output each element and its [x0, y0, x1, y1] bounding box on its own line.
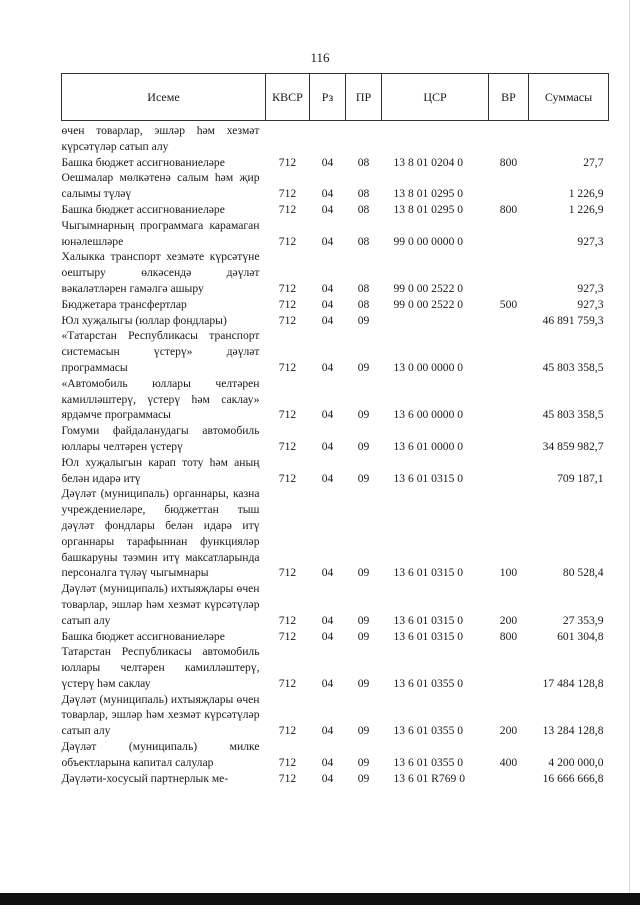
budget-table-container	[61, 73, 608, 786]
cell-vr	[489, 376, 529, 423]
table-row	[62, 771, 609, 787]
cell-pr: 09	[357, 629, 370, 643]
cell-csr: 13 6 01 R769 0	[393, 771, 465, 785]
cell-csr: 13 6 01 0315 0	[393, 566, 464, 580]
column-header-name: Исеме	[62, 74, 266, 121]
table-row	[62, 644, 609, 691]
cell-pr: 08	[357, 281, 370, 295]
cell-csr: 13 6 00 0000 0	[393, 408, 464, 422]
cell-pr: 09	[357, 408, 370, 422]
cell-rz: 04	[321, 629, 334, 643]
cell-csr: 13 6 01 0355 0	[393, 755, 464, 769]
table-row	[62, 155, 609, 171]
table-row	[62, 249, 609, 296]
table-row	[62, 218, 609, 250]
cell-csr: 13 8 01 0295 0	[393, 187, 464, 201]
cell-sum: 601 304,8	[557, 629, 604, 643]
cell-name: Башка бюджет ассигнованиеләре	[61, 629, 225, 643]
cell-sum: 16 666 666,8	[542, 771, 604, 785]
cell-kvsr: 712	[278, 613, 297, 627]
cell-name: Халыкка транспорт хезмәте күрсәтүне оештыру өлкәсендә дәүләт вәкаләтләрен гамәлгә ашыру	[61, 250, 260, 295]
cell-sum: 709 187,1	[557, 471, 604, 485]
table-body	[62, 121, 609, 787]
cell-name: Башка бюджет ассигнованиеләре	[61, 155, 225, 169]
cell-rz: 04	[321, 755, 334, 769]
cell-pr: 09	[357, 755, 370, 769]
cell-rz: 04	[321, 613, 334, 627]
cell-sum: 4 200 000,0	[548, 755, 604, 769]
cell-pr: 09	[357, 439, 370, 453]
cell-kvsr: 712	[278, 629, 297, 643]
cell-csr: 99 0 00 2522 0	[393, 297, 464, 311]
cell-name: Юл хуҗалыгын карап тоту һәм аның белән идарә итү	[61, 455, 260, 485]
table-row	[62, 297, 609, 313]
cell-name: Башка бюджет ассигнованиеләре	[61, 202, 225, 216]
cell-vr: 800	[499, 202, 518, 216]
cell-vr: 500	[499, 297, 518, 311]
cell-rz: 04	[321, 566, 334, 580]
table-header	[62, 74, 609, 121]
cell-pr: 09	[357, 360, 370, 374]
scan-edge-line	[629, 0, 630, 893]
cell-pr: 09	[357, 566, 370, 580]
cell-sum: 27,7	[583, 155, 604, 169]
cell-rz: 04	[321, 360, 334, 374]
cell-rz: 04	[321, 297, 334, 311]
table-row	[62, 313, 609, 329]
cell-pr: 09	[357, 471, 370, 485]
cell-sum: 927,3	[577, 281, 604, 295]
cell-name: Дәүләт (муниципаль) ихтыяҗлары өчен товарлар, эшләр һәм хезмәт күрсәтүләр сатып алу	[61, 692, 260, 738]
cell-name: Оешмалар мөлкәтенә салым һәм җир салымы түләү	[61, 171, 260, 201]
cell-kvsr	[266, 121, 310, 155]
cell-csr: 13 6 01 0315 0	[393, 629, 464, 643]
header-row	[62, 74, 609, 121]
cell-name: Бюджетара трансфертлар	[61, 297, 187, 311]
table-row	[62, 202, 609, 218]
cell-rz: 04	[321, 676, 334, 690]
cell-csr: 99 0 00 2522 0	[393, 281, 464, 295]
cell-csr: 13 6 01 0355 0	[393, 676, 464, 690]
cell-csr	[382, 121, 489, 155]
cell-csr: 13 6 01 0315 0	[393, 471, 464, 485]
cell-pr: 08	[357, 155, 370, 169]
cell-vr: 100	[499, 566, 518, 580]
column-header-vr: ВР	[489, 74, 529, 121]
cell-pr: 09	[357, 313, 370, 327]
cell-name: Татарстан Республикасы автомобиль юллары челтәрен камилләштерү, үстерү һәм саклау	[61, 645, 260, 690]
cell-sum: 80 528,4	[562, 566, 604, 580]
cell-sum: 13 284 128,8	[542, 724, 604, 738]
cell-sum: 27 353,9	[562, 613, 604, 627]
cell-kvsr: 712	[278, 281, 297, 295]
cell-csr: 13 6 01 0000 0	[393, 439, 464, 453]
cell-sum: 45 803 358,5	[542, 360, 604, 374]
column-header-sum: Суммасы	[529, 74, 609, 121]
table-row	[62, 692, 609, 739]
cell-name: Юл хуҗалыгы (юллар фондлары)	[61, 313, 227, 327]
cell-csr: 13 6 01 0315 0	[393, 613, 464, 627]
cell-kvsr: 712	[278, 234, 297, 248]
table-row	[62, 121, 609, 155]
cell-rz: 04	[321, 281, 334, 295]
cell-sum: 1 226,9	[568, 187, 604, 201]
cell-rz: 04	[321, 408, 334, 422]
cell-vr: 200	[499, 724, 518, 738]
cell-rz: 04	[321, 471, 334, 485]
cell-csr: 13 0 00 0000 0	[393, 360, 464, 374]
cell-vr: 200	[499, 613, 518, 627]
cell-kvsr: 712	[278, 439, 297, 453]
cell-sum: 34 859 982,7	[542, 439, 604, 453]
table-row	[62, 376, 609, 423]
cell-kvsr: 712	[278, 771, 297, 785]
cell-pr: 09	[357, 724, 370, 738]
cell-rz: 04	[321, 313, 334, 327]
table-row	[62, 328, 609, 375]
column-header-kvsr: КВСР	[266, 74, 310, 121]
cell-name: «Татарстан Республикасы транспорт системасын үстерү» дәүләт программасы	[61, 329, 260, 374]
cell-kvsr: 712	[278, 297, 297, 311]
cell-kvsr: 712	[278, 187, 297, 201]
cell-rz	[310, 121, 346, 155]
cell-pr	[346, 121, 382, 155]
cell-kvsr: 712	[278, 566, 297, 580]
cell-rz: 04	[321, 439, 334, 453]
cell-pr: 08	[357, 202, 370, 216]
cell-vr	[489, 423, 529, 455]
table-row	[62, 455, 609, 487]
cell-kvsr: 712	[278, 155, 297, 169]
cell-name: Дәүләти-хосусый партнерлык ме-	[61, 771, 229, 785]
cell-vr	[489, 644, 529, 691]
cell-rz: 04	[321, 724, 334, 738]
cell-name: Дәүләт (муниципаль) милке объектларына капитал салулар	[61, 740, 260, 769]
cell-vr: 400	[499, 755, 518, 769]
cell-kvsr: 712	[278, 313, 297, 327]
cell-csr	[382, 313, 489, 329]
cell-csr: 13 8 01 0295 0	[393, 202, 464, 216]
column-header-csr: ЦСР	[382, 74, 489, 121]
cell-name: өчен товарлар, эшләр һәм хезмәт күрсәтүләр сатып алу	[61, 124, 260, 153]
cell-kvsr: 712	[278, 676, 297, 690]
cell-sum: 927,3	[577, 297, 604, 311]
cell-vr	[489, 170, 529, 202]
cell-kvsr: 712	[278, 360, 297, 374]
table-row	[62, 423, 609, 455]
cell-sum: 17 484 128,8	[542, 676, 604, 690]
cell-name: Дәүләт (муниципаль) органнары, казна учреждениеләре, бюджеттан тыш дәүләт фондлары белән идарә итү органнары тарафыннан функцияләр башкаруны тәэмин итү максатларында персоналга түләү чыгымнары	[61, 487, 260, 580]
page-number: 116	[310, 50, 330, 65]
cell-vr	[489, 249, 529, 296]
cell-vr	[489, 328, 529, 375]
cell-name: Дәүләт (муниципаль) ихтыяҗлары өчен товарлар, эшләр һәм хезмәт күрсәтүләр сатып алу	[61, 582, 260, 627]
cell-sum	[529, 121, 609, 155]
table-row	[62, 581, 609, 628]
cell-vr	[489, 771, 529, 787]
column-header-rz: Рз	[310, 74, 346, 121]
cell-rz: 04	[321, 155, 334, 169]
cell-pr: 08	[357, 187, 370, 201]
cell-csr: 13 8 01 0204 0	[393, 155, 464, 169]
cell-kvsr: 712	[278, 724, 297, 738]
cell-name: Чыгымнарның программага карамаган юнәлешләре	[61, 218, 260, 248]
table-row	[62, 486, 609, 581]
cell-csr: 99 0 00 0000 0	[393, 234, 464, 248]
cell-vr: 800	[499, 629, 518, 643]
cell-rz: 04	[321, 771, 334, 785]
cell-vr	[489, 218, 529, 250]
cell-pr: 08	[357, 297, 370, 311]
cell-pr: 08	[357, 234, 370, 248]
cell-pr: 09	[357, 771, 370, 785]
column-header-pr: ПР	[346, 74, 382, 121]
cell-rz: 04	[321, 202, 334, 216]
cell-pr: 09	[357, 676, 370, 690]
cell-kvsr: 712	[278, 202, 297, 216]
cell-sum: 46 891 759,3	[542, 313, 604, 327]
cell-name: Гомуми файдаланудагы автомобиль юллары челтәрен үстерү	[61, 424, 260, 453]
scan-bottom-border	[0, 893, 640, 905]
budget-table	[61, 73, 609, 786]
cell-csr: 13 6 01 0355 0	[393, 724, 464, 738]
cell-vr	[489, 121, 529, 155]
cell-sum: 45 803 358,5	[542, 408, 604, 422]
cell-kvsr: 712	[278, 408, 297, 422]
cell-vr	[489, 313, 529, 329]
cell-kvsr: 712	[278, 755, 297, 769]
cell-rz: 04	[321, 234, 334, 248]
cell-sum: 1 226,9	[568, 202, 604, 216]
table-row	[62, 739, 609, 771]
cell-vr	[489, 455, 529, 487]
cell-sum: 927,3	[577, 234, 604, 248]
cell-kvsr: 712	[278, 471, 297, 485]
table-row	[62, 170, 609, 202]
cell-pr: 09	[357, 613, 370, 627]
table-row	[62, 629, 609, 645]
cell-vr: 800	[499, 155, 518, 169]
cell-name: «Автомобиль юллары челтәрен камилләштерү, үстерү һәм саклау» ярдәмче программасы	[61, 376, 260, 422]
cell-rz: 04	[321, 187, 334, 201]
